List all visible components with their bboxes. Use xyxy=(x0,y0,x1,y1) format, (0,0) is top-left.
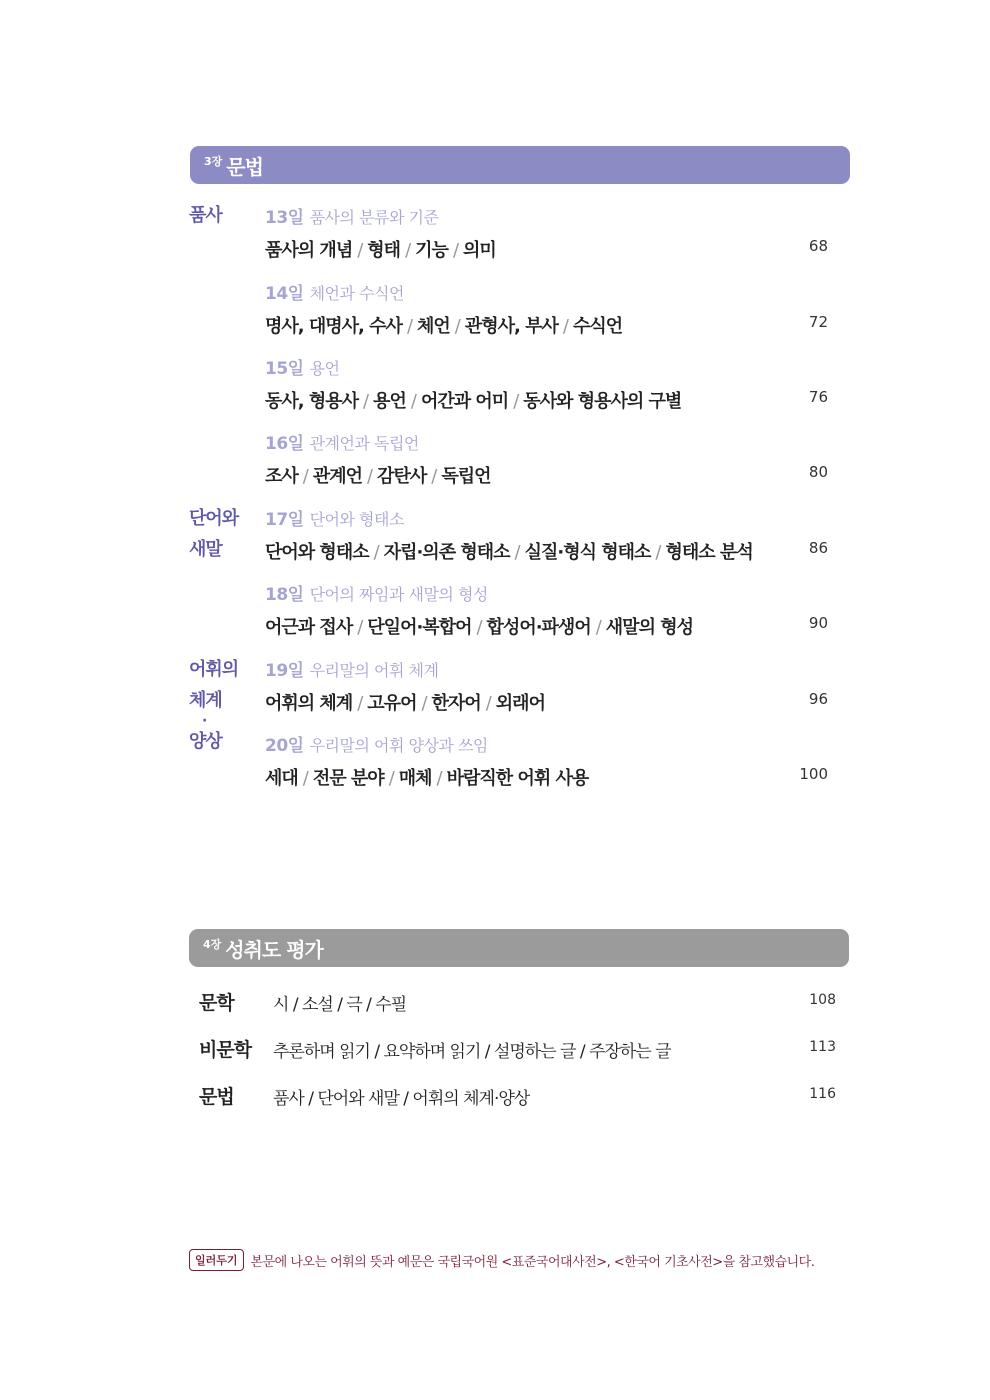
assessment-row[interactable] xyxy=(199,1082,839,1112)
day-number: 19일 xyxy=(265,661,304,681)
toc-entry[interactable]: 16일 관계언과 독립언 조사 / 관계언 / 감탄사 / 독립언 xyxy=(265,434,491,487)
toc-entry[interactable]: 14일 체언과 수식언 명사, 대명사, 수사 / 체언 / 관형사, 부사 / 수식언 xyxy=(265,284,623,337)
entry-title: 단어와 형태소 xyxy=(309,510,404,529)
topic: 관계언 xyxy=(312,466,363,487)
page-number: 96 xyxy=(808,690,828,708)
category-vocabulary xyxy=(189,654,238,757)
topic: 단어와 형태소 xyxy=(265,542,369,563)
category-line: 양상 xyxy=(189,731,222,752)
topic: 자립·의존 형태소 xyxy=(383,542,510,563)
toc-entry[interactable]: 17일 단어와 형태소 단어와 형태소 / 자립·의존 형태소 / 실질·형식 형태소 / 형태소 분석 xyxy=(265,510,753,563)
category-line: · xyxy=(202,713,207,729)
assessment-label: 문법 xyxy=(199,1086,234,1108)
assessment-label: 비문학 xyxy=(199,1039,252,1061)
page-number: 76 xyxy=(808,388,828,406)
topic: 세대 xyxy=(265,768,298,789)
page-number: 108 xyxy=(809,992,836,1008)
entry-title: 관계언과 독립언 xyxy=(309,434,419,453)
topic: 동사, 형용사 xyxy=(265,391,359,412)
topic: 동사와 형용사의 구별 xyxy=(523,391,682,412)
page-number: 72 xyxy=(808,313,828,331)
category-line: 체계 xyxy=(189,690,222,711)
day-number: 17일 xyxy=(265,510,304,530)
page-number: 86 xyxy=(808,539,828,557)
assessment-topics: 시 / 소설 / 극 / 수필 xyxy=(273,995,407,1015)
page-number: 113 xyxy=(809,1039,836,1055)
topic: 수식언 xyxy=(573,316,623,337)
topic: 바람직한 어휘 사용 xyxy=(446,768,589,789)
page-number: 116 xyxy=(809,1086,836,1102)
day-number: 14일 xyxy=(265,284,304,304)
page-number: 90 xyxy=(808,614,828,632)
topic: 외래어 xyxy=(495,693,545,714)
toc-entry[interactable]: 15일 용언 동사, 형용사 / 용언 / 어간과 어미 / 동사와 형용사의 구별 xyxy=(265,359,682,412)
topic: 명사, 대명사, 수사 xyxy=(265,316,402,337)
topic: 매체 xyxy=(398,768,432,789)
topic: 어휘의 체계 xyxy=(265,693,353,714)
entry-title: 체언과 수식언 xyxy=(309,284,404,303)
topic: 기능 xyxy=(415,240,448,261)
note-badge: 일러두기 xyxy=(189,1249,244,1271)
category-line: 어휘의 xyxy=(189,659,239,680)
category-line: 새말 xyxy=(189,539,222,560)
category-words-neologisms xyxy=(189,503,238,565)
toc-entry[interactable]: 18일 단어의 짜임과 새말의 형성 어근과 접사 / 단일어·복합어 / 합성어·파생어 / 새말의 형성 xyxy=(265,585,694,638)
chapter-title: 문법 xyxy=(226,154,263,179)
day-number: 18일 xyxy=(265,585,304,605)
day-number: 20일 xyxy=(265,736,304,756)
topic: 관형사, 부사 xyxy=(464,316,558,337)
entry-title: 품사의 분류와 기준 xyxy=(309,208,439,227)
category-line: 품사 xyxy=(189,205,222,226)
topic: 체언 xyxy=(417,316,450,337)
topic: 단일어·복합어 xyxy=(367,617,472,638)
page-number: 100 xyxy=(799,765,828,783)
topic: 독립언 xyxy=(441,466,491,487)
topic: 전문 분야 xyxy=(312,768,384,789)
chapter-number: 3장 xyxy=(204,155,223,168)
chapter-4-header xyxy=(189,929,849,967)
assessment-label: 문학 xyxy=(199,992,234,1014)
topic: 의미 xyxy=(463,240,496,261)
assessment-row[interactable] xyxy=(199,1035,839,1065)
page-number: 80 xyxy=(808,463,828,481)
topic: 어근과 접사 xyxy=(265,617,353,638)
chapter-3-header xyxy=(190,146,850,184)
entry-title: 단어의 짜임과 새말의 형성 xyxy=(309,585,488,604)
topic: 합성어·파생어 xyxy=(486,617,591,638)
entry-title: 우리말의 어휘 양상과 쓰임 xyxy=(309,736,488,755)
assessment-topics: 품사 / 단어와 새말 / 어휘의 체계·양상 xyxy=(273,1089,530,1109)
category-line: 단어와 xyxy=(189,508,239,529)
topic: 조사 xyxy=(265,466,298,487)
topic: 새말의 형성 xyxy=(605,617,694,638)
chapter-number: 4장 xyxy=(203,938,222,951)
day-number: 13일 xyxy=(265,208,304,228)
topic: 품사의 개념 xyxy=(265,240,353,261)
category-part-of-speech xyxy=(189,200,222,231)
entry-title: 용언 xyxy=(309,359,340,378)
assessment-topics: 추론하며 읽기 / 요약하며 읽기 / 설명하는 글 / 주장하는 글 xyxy=(273,1042,671,1062)
assessment-row[interactable] xyxy=(199,988,839,1018)
topic: 형태소 분석 xyxy=(665,542,753,563)
toc-entry[interactable]: 19일 우리말의 어휘 체계 어휘의 체계 / 고유어 / 한자어 / 외래어 xyxy=(265,661,545,714)
page-number: 68 xyxy=(808,237,828,255)
toc-entry[interactable]: 20일 우리말의 어휘 양상과 쓰임 세대 / 전문 분야 / 매체 / 바람직한 어휘 사용 xyxy=(265,736,589,789)
topic: 감탄사 xyxy=(377,466,427,487)
topic: 한자어 xyxy=(431,693,481,714)
day-number: 15일 xyxy=(265,359,304,379)
topic: 어간과 어미 xyxy=(420,391,509,412)
topic: 고유어 xyxy=(367,693,417,714)
entry-title: 우리말의 어휘 체계 xyxy=(309,661,439,680)
topic: 실질·형식 형태소 xyxy=(524,542,651,563)
day-number: 16일 xyxy=(265,434,304,454)
footnote xyxy=(189,1249,814,1271)
chapter-title: 성취도 평가 xyxy=(225,937,323,962)
topic: 용언 xyxy=(373,391,406,412)
note-text: 본문에 나오는 어휘의 뜻과 예문은 국립국어원 <표준국어대사전>, <한국어 기초사전>을 참고했습니다. xyxy=(250,1254,815,1270)
toc-entry[interactable]: 13일 품사의 분류와 기준 품사의 개념 / 형태 / 기능 / 의미 xyxy=(265,208,496,261)
topic: 형태 xyxy=(367,240,401,261)
